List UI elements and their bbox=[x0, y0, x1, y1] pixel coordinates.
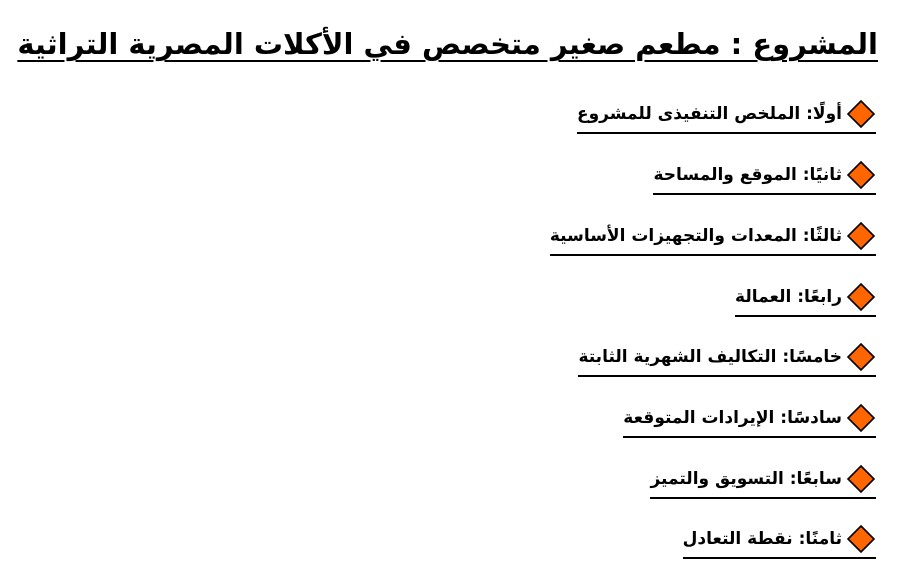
diamond-icon bbox=[846, 160, 876, 190]
list-item-label: ثانيًا: الموقع والمساحة bbox=[653, 165, 842, 185]
list-item bbox=[650, 462, 876, 499]
list-item bbox=[578, 340, 876, 377]
list-item-label: سادسًا: الإيرادات المتوقعة bbox=[623, 408, 842, 428]
list-item bbox=[653, 158, 876, 195]
diamond-icon bbox=[846, 342, 876, 372]
list-item bbox=[577, 97, 876, 134]
list-item bbox=[550, 219, 876, 256]
list-item bbox=[623, 401, 876, 438]
diamond-icon bbox=[846, 282, 876, 312]
diamond-icon bbox=[846, 221, 876, 251]
page-title: المشروع : مطعم صغير متخصص في الأكلات المصرية التراثية bbox=[17, 27, 878, 61]
list-item-label: ثالثًا: المعدات والتجهيزات الأساسية bbox=[549, 226, 842, 246]
list-item-label: أولًا: الملخص التنفيذى للمشروع bbox=[576, 104, 842, 124]
list-item-label: سابعًا: التسويق والتميز bbox=[650, 469, 842, 489]
diamond-icon bbox=[846, 464, 876, 494]
list-item bbox=[683, 522, 876, 559]
diamond-icon bbox=[846, 99, 876, 129]
list-item-label: ثامنًا: نقطة التعادل bbox=[682, 529, 842, 549]
diamond-icon bbox=[846, 524, 876, 554]
list-item-label: خامسًا: التكاليف الشهرية الثابتة bbox=[578, 347, 842, 367]
list-item-label: رابعًا: العمالة bbox=[735, 287, 842, 307]
diamond-icon bbox=[846, 403, 876, 433]
list-item bbox=[735, 280, 876, 317]
